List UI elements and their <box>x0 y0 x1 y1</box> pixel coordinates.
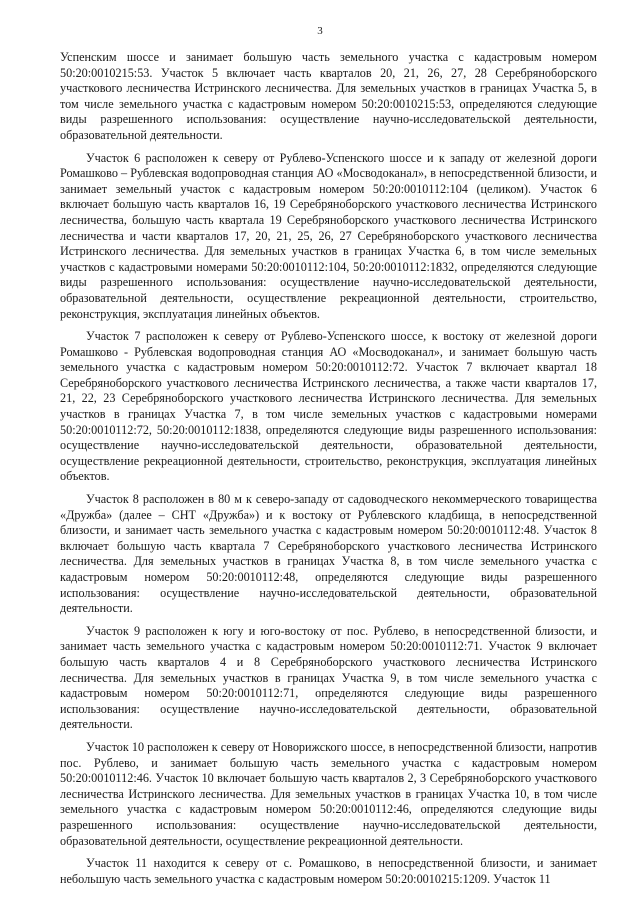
paragraph-uchastok-10: Участок 10 расположен к северу от Новорижского шоссе, в непосредственной близости, напротив пос. Рублево, и занимает большую часть земельного участка с кадастровым номером 50:20:0010112:46. Участок 10 включает большую часть кварталов 2, 3 Серебряноборского участкового лесничества Истринского лесничества. Для земельных участков в границах Участка 10, в том числе земельного участка с кадастровым номером 50:20:0010112:46, определяются следующие виды разрешенного использования: осуществление научно-исследовательской деятельности, образовательной деятельности, осуществление рекреационной деятельности. <box>60 739 597 848</box>
paragraph-uchastok-7: Участок 7 расположен к северу от Рублево-Успенского шоссе, к востоку от железной дороги Ромашково - Рублевская водопроводная станция АО «Мосводоканал», и занимает большую часть земельного участка с кадастровым номером 50:20:0010112:72. Участок 7 включает квартал 18 Серебряноборского участкового лесничества Истринского лесничества, а также части кварталов 17, 21, 22, 23 Серебряноборского участкового лесничества Истринского лесничества. Для земельных участков в границах Участка 7, в том числе земельных участков с кадастровыми номерами 50:20:0010112:72, 50:20:0010112:1838, определяются следующие виды разрешенного использования: осуществление научно-исследовательской деятельности, образовательной деятельности, осуществление рекреационной деятельности, строительство, реконструкция, эксплуатация линейных объектов. <box>60 329 597 484</box>
page-number: 3 <box>317 25 323 37</box>
document-body <box>60 50 597 894</box>
paragraph-uchastok-8: Участок 8 расположен в 80 м к северо-западу от садоводческого некоммерческого товарищества «Дружба» (далее – СНТ «Дружба») и к востоку от Рублевского кладбища, в непосредственной близости, и занимает часть земельного участка с кадастровым номером 50:20:0010112:48. Участок 8 включает большую часть квартала 7 Серебряноборского участкового лесничества Истринского лесничества. Для земельных участков в границах Участка 8, в том числе земельного участка с кадастровым номером 50:20:0010112:48, определяются следующие виды разрешенного использования: осуществление научно-исследовательской деятельности, образовательной деятельности. <box>60 492 597 616</box>
paragraph-uchastok-5: Успенским шоссе и занимает большую часть земельного участка с кадастровым номером 50:20:0010215:53. Участок 5 включает часть кварталов 20, 21, 26, 27, 28 Серебряноборского участкового лесничества Истринского лесничества. Для земельных участков в границах Участка 5, в том числе земельного участка с кадастровым номером 50:20:0010215:53, определяются следующие виды разрешенного использования: осуществление научно-исследовательской деятельности, образовательной деятельности. <box>60 50 597 142</box>
paragraph-uchastok-9: Участок 9 расположен к югу и юго-востоку от пос. Рублево, в непосредственной близости, и занимает часть земельного участка с кадастровым номером 50:20:0010112:71. Участок 9 включает большую часть кварталов 4 и 8 Серебряноборского участкового лесничества Истринского лесничества. Для земельных участков в границах Участка 9, в том числе земельного участка с кадастровым номером 50:20:0010112:71, определяются следующие виды разрешенного использования: осуществление научно-исследовательской деятельности, образовательной деятельности. <box>60 623 597 732</box>
paragraph-uchastok-11: Участок 11 находится к северу от с. Ромашково, в непосредственной близости, и занимает небольшую часть земельного участка с кадастровым номером 50:20:0010215:1209. Участок 11 <box>60 856 597 886</box>
paragraph-uchastok-6: Участок 6 расположен к северу от Рублево-Успенского шоссе и к западу от железной дороги Ромашково – Рублевская водопроводная станция АО «Мосводоканал», в непосредственной близости, и занимает земельный участок с кадастровым номером 50:20:0010112:104 (целиком). Участок 6 включает большую часть кварталов 16, 19 Серебряноборского участкового лесничества Истринского лесничества, большую часть квартала 19 Серебряноборского участкового лесничества Истринского лесничества и части кварталов 17, 20, 21, 25, 26, 27 Серебряноборского участкового лесничества Истринского лесничества. Для земельных участков в границах Участка 6, в том числе земельных участков с кадастровыми номерами 50:20:0010112:104, 50:20:0010112:1832, определяются следующие виды разрешенного использования: осуществление научно-исследовательской деятельности, образовательной деятельности, осуществление рекреационной деятельности, строительство, реконструкция, эксплуатация линейных объектов. <box>60 150 597 321</box>
